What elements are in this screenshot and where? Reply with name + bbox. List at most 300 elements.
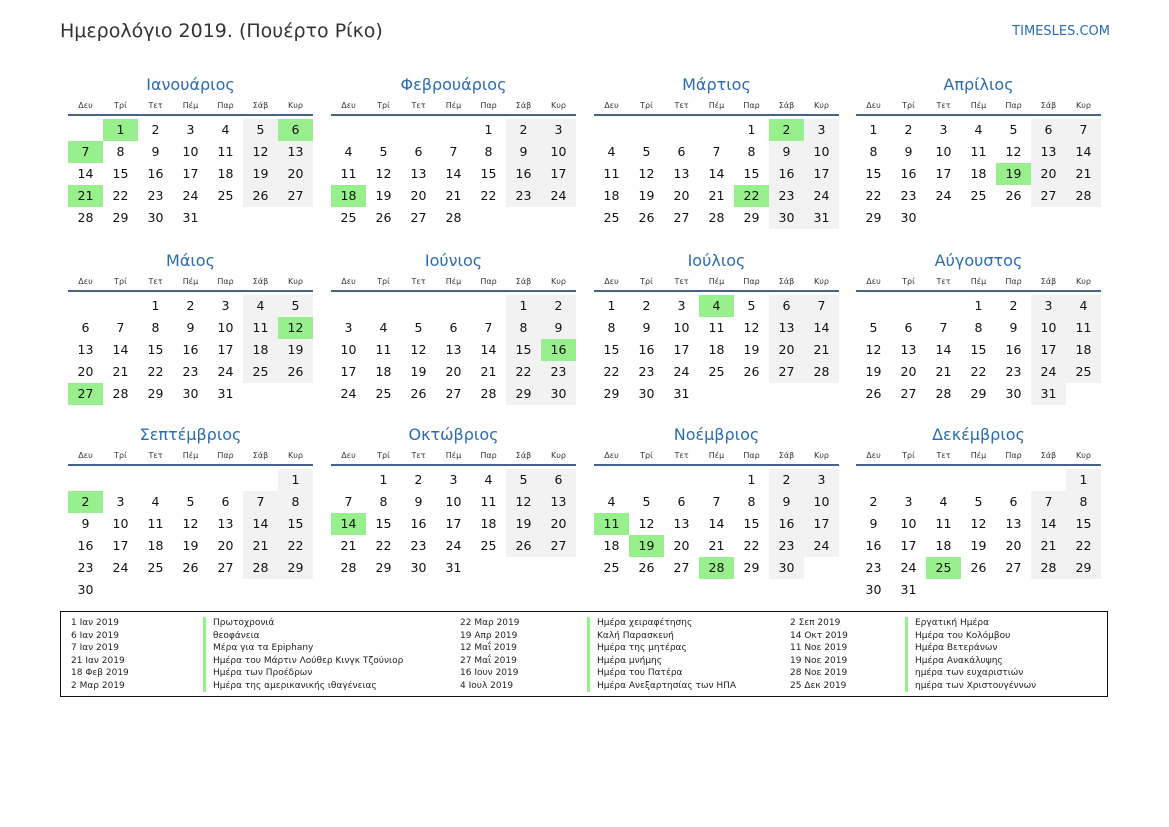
day-cell: 28 xyxy=(340,560,357,575)
legend-date: 6 Ιαν 2019 xyxy=(71,630,119,641)
empty-cell xyxy=(961,469,996,491)
weekday-label: Δευ xyxy=(78,101,93,110)
day-cell: 26 xyxy=(1005,188,1022,203)
day-cell: 14 xyxy=(935,342,952,357)
day-cell: 29 xyxy=(743,560,760,575)
empty-cell xyxy=(436,295,471,317)
weekday-label: Τρί xyxy=(114,451,127,460)
month-name: Σεπτέμβριος xyxy=(139,425,242,444)
empty-cell xyxy=(856,469,891,491)
day-cell: 18 xyxy=(243,339,278,361)
month-name: Ιούνιος xyxy=(424,251,483,270)
holiday-day: 7 xyxy=(68,141,103,163)
day-cell: 8 xyxy=(974,320,983,335)
day-cell: 1 xyxy=(747,122,756,137)
weekday-header xyxy=(856,273,1101,292)
day-cell: 8 xyxy=(379,494,388,509)
day-cell: 12 xyxy=(1005,144,1022,159)
weekday-label: Παρ xyxy=(480,101,497,110)
day-cell: 1 xyxy=(506,295,541,317)
day-cell: 20 xyxy=(217,538,234,553)
day-cell: 4 xyxy=(607,494,616,509)
day-cell: 15 xyxy=(1066,513,1101,535)
day-cell: 31 xyxy=(445,560,462,575)
day-cell: 29 xyxy=(375,560,392,575)
month-8 xyxy=(856,249,1101,405)
day-cell: 19 xyxy=(638,188,655,203)
day-cell: 6 xyxy=(677,144,686,159)
day-cell: 8 xyxy=(747,494,756,509)
legend-holiday-name: ημέρα των Χριστουγέννων xyxy=(905,680,1036,693)
day-cell: 5 xyxy=(642,144,651,159)
day-cell: 30 xyxy=(1005,386,1022,401)
day-cell: 13 xyxy=(77,342,94,357)
day-cell: 10 xyxy=(445,494,462,509)
weekday-label: Παρ xyxy=(1005,277,1022,286)
day-cell: 20 xyxy=(410,188,427,203)
day-cell: 23 xyxy=(77,560,94,575)
day-cell: 26 xyxy=(182,560,199,575)
day-cell: 25 xyxy=(243,361,278,383)
day-cell: 30 xyxy=(769,557,804,579)
weekday-label: Παρ xyxy=(217,101,234,110)
weekday-label: Τρί xyxy=(114,277,127,286)
day-cell: 21 xyxy=(708,188,725,203)
day-cell: 29 xyxy=(506,383,541,405)
empty-cell xyxy=(594,469,629,491)
day-cell: 21 xyxy=(480,364,497,379)
day-cell: 8 xyxy=(1066,491,1101,513)
day-cell: 20 xyxy=(77,364,94,379)
day-cell: 24 xyxy=(1031,361,1066,383)
day-cell: 13 xyxy=(673,166,690,181)
day-cell: 23 xyxy=(541,361,576,383)
empty-cell xyxy=(138,469,173,491)
day-cell: 8 xyxy=(278,491,313,513)
day-grid xyxy=(594,295,839,405)
day-cell: 3 xyxy=(221,298,230,313)
day-cell: 12 xyxy=(970,516,987,531)
day-cell: 11 xyxy=(375,342,392,357)
day-cell: 6 xyxy=(769,295,804,317)
day-cell: 16 xyxy=(77,538,94,553)
day-cell: 8 xyxy=(484,144,493,159)
day-cell: 29 xyxy=(1066,557,1101,579)
weekday-header xyxy=(331,273,576,292)
day-cell: 25 xyxy=(1066,361,1101,383)
day-cell: 9 xyxy=(904,144,913,159)
legend-date: 27 Μαΐ 2019 xyxy=(460,655,517,666)
weekday-label: Κυρ xyxy=(814,277,829,286)
empty-cell xyxy=(926,295,961,317)
day-cell: 30 xyxy=(182,386,199,401)
day-cell: 7 xyxy=(1031,491,1066,513)
day-cell: 5 xyxy=(243,119,278,141)
weekday-label: Δευ xyxy=(341,101,356,110)
day-cell: 11 xyxy=(970,144,987,159)
day-cell: 3 xyxy=(116,494,125,509)
day-cell: 21 xyxy=(1066,163,1101,185)
weekday-label: Πέμ xyxy=(708,451,725,460)
legend-date: 25 Δεκ 2019 xyxy=(790,680,847,691)
day-cell: 27 xyxy=(673,560,690,575)
weekday-label: Πέμ xyxy=(445,451,462,460)
month-11 xyxy=(594,423,839,579)
holiday-legend xyxy=(60,611,1108,697)
weekday-label: Σάβ xyxy=(778,277,795,286)
weekday-label: Σάβ xyxy=(778,451,795,460)
weekday-label: Δευ xyxy=(341,451,356,460)
day-cell: 27 xyxy=(1031,185,1066,207)
month-9 xyxy=(68,423,313,601)
month-10 xyxy=(331,423,576,579)
legend-date: 14 Οκτ 2019 xyxy=(790,630,848,641)
legend-holiday-name: Ημέρα Βετεράνων xyxy=(905,642,997,655)
day-cell: 26 xyxy=(410,386,427,401)
day-cell: 31 xyxy=(182,210,199,225)
day-cell: 9 xyxy=(414,494,423,509)
day-cell: 22 xyxy=(1066,535,1101,557)
empty-cell xyxy=(173,469,208,491)
day-cell: 7 xyxy=(484,320,493,335)
day-cell: 3 xyxy=(449,472,458,487)
day-cell: 7 xyxy=(1066,119,1101,141)
empty-cell xyxy=(996,469,1031,491)
legend-holiday-name: Ημέρα του Κολόμβου xyxy=(905,630,1010,643)
day-cell: 3 xyxy=(541,119,576,141)
day-grid xyxy=(331,119,576,229)
weekday-label: Παρ xyxy=(480,277,497,286)
weekday-label: Πέμ xyxy=(445,101,462,110)
day-cell: 21 xyxy=(804,339,839,361)
weekday-label: Κυρ xyxy=(288,451,303,460)
month-name: Μάιος xyxy=(166,251,215,270)
day-cell: 19 xyxy=(743,342,760,357)
weekday-label: Δευ xyxy=(78,451,93,460)
day-cell: 19 xyxy=(375,188,392,203)
day-cell: 28 xyxy=(708,210,725,225)
weekday-header xyxy=(68,273,313,292)
day-cell: 24 xyxy=(340,386,357,401)
day-cell: 13 xyxy=(673,516,690,531)
day-cell: 11 xyxy=(147,516,164,531)
day-cell: 25 xyxy=(480,538,497,553)
holiday-day: 1 xyxy=(103,119,138,141)
day-cell: 22 xyxy=(970,364,987,379)
day-cell: 16 xyxy=(506,163,541,185)
day-cell: 28 xyxy=(112,386,129,401)
day-cell: 13 xyxy=(1005,516,1022,531)
day-cell: 12 xyxy=(375,166,392,181)
day-cell: 23 xyxy=(638,364,655,379)
day-grid xyxy=(331,295,576,405)
month-4 xyxy=(856,73,1101,229)
empty-cell xyxy=(629,119,664,141)
day-cell: 9 xyxy=(642,320,651,335)
month-name: Αύγουστος xyxy=(934,251,1023,270)
day-cell: 20 xyxy=(673,538,690,553)
day-cell: 16 xyxy=(769,163,804,185)
day-cell: 13 xyxy=(769,317,804,339)
day-cell: 12 xyxy=(638,166,655,181)
day-cell: 7 xyxy=(939,320,948,335)
day-cell: 31 xyxy=(673,386,690,401)
day-cell: 12 xyxy=(743,320,760,335)
day-cell: 30 xyxy=(638,386,655,401)
day-cell: 25 xyxy=(603,210,620,225)
weekday-label: Δευ xyxy=(866,451,881,460)
day-cell: 10 xyxy=(182,144,199,159)
empty-cell xyxy=(856,295,891,317)
day-cell: 25 xyxy=(217,188,234,203)
weekday-label: Τρί xyxy=(377,451,390,460)
weekday-label: Σάβ xyxy=(1040,101,1057,110)
day-cell: 22 xyxy=(375,538,392,553)
holiday-day: 18 xyxy=(331,185,366,207)
holiday-day: 28 xyxy=(699,557,734,579)
day-cell: 24 xyxy=(673,364,690,379)
weekday-label: Κυρ xyxy=(1076,277,1091,286)
weekday-label: Σάβ xyxy=(515,451,532,460)
day-cell: 24 xyxy=(541,185,576,207)
day-cell: 25 xyxy=(340,210,357,225)
day-cell: 2 xyxy=(186,298,195,313)
day-cell: 2 xyxy=(541,295,576,317)
holiday-day: 25 xyxy=(926,557,961,579)
weekday-label: Τετ xyxy=(936,277,951,286)
empty-cell xyxy=(699,469,734,491)
holiday-day: 27 xyxy=(68,383,103,405)
day-cell: 17 xyxy=(112,538,129,553)
weekday-label: Τετ xyxy=(148,277,163,286)
day-cell: 30 xyxy=(900,210,917,225)
empty-cell xyxy=(891,469,926,491)
day-cell: 16 xyxy=(1005,342,1022,357)
day-cell: 1 xyxy=(151,298,160,313)
weekday-label: Τρί xyxy=(902,277,915,286)
day-cell: 17 xyxy=(673,342,690,357)
holiday-day: 4 xyxy=(699,295,734,317)
day-cell: 7 xyxy=(116,320,125,335)
day-cell: 16 xyxy=(865,538,882,553)
weekday-label: Τρί xyxy=(640,101,653,110)
legend-holiday-name: Καλή Παρασκευή xyxy=(587,630,674,643)
day-cell: 12 xyxy=(182,516,199,531)
day-cell: 21 xyxy=(340,538,357,553)
day-cell: 2 xyxy=(151,122,160,137)
day-cell: 29 xyxy=(112,210,129,225)
day-cell: 27 xyxy=(673,210,690,225)
day-cell: 23 xyxy=(147,188,164,203)
day-cell: 13 xyxy=(445,342,462,357)
day-cell: 4 xyxy=(243,295,278,317)
day-cell: 28 xyxy=(445,210,462,225)
legend-date: 19 Απρ 2019 xyxy=(460,630,518,641)
day-grid xyxy=(68,295,313,405)
weekday-label: Παρ xyxy=(217,277,234,286)
day-cell: 9 xyxy=(769,491,804,513)
day-cell: 14 xyxy=(804,317,839,339)
holiday-day: 16 xyxy=(541,339,576,361)
day-cell: 20 xyxy=(673,188,690,203)
day-cell: 26 xyxy=(638,210,655,225)
day-cell: 17 xyxy=(340,364,357,379)
empty-cell xyxy=(103,295,138,317)
empty-cell xyxy=(331,295,366,317)
month-1 xyxy=(68,73,313,229)
weekday-header xyxy=(594,97,839,116)
site-link[interactable]: TIMESLES.COM xyxy=(1012,24,1110,39)
day-cell: 29 xyxy=(147,386,164,401)
day-cell: 12 xyxy=(243,141,278,163)
legend-holiday-name: Μέρα για τα Epiphany xyxy=(203,642,313,655)
weekday-label: Δευ xyxy=(78,277,93,286)
day-cell: 14 xyxy=(708,516,725,531)
day-cell: 20 xyxy=(445,364,462,379)
day-cell: 29 xyxy=(603,386,620,401)
day-cell: 22 xyxy=(278,535,313,557)
holiday-day: 14 xyxy=(331,513,366,535)
day-cell: 4 xyxy=(484,472,493,487)
day-cell: 21 xyxy=(112,364,129,379)
day-cell: 3 xyxy=(804,469,839,491)
legend-date: 2 Σεπ 2019 xyxy=(790,618,841,628)
day-cell: 13 xyxy=(410,166,427,181)
empty-cell xyxy=(208,469,243,491)
weekday-label: Τετ xyxy=(674,277,689,286)
legend-holiday-name: Ημέρα της αμερικανικής ιθαγένειας xyxy=(203,680,377,693)
day-cell: 19 xyxy=(182,538,199,553)
day-cell: 3 xyxy=(1031,295,1066,317)
day-cell: 22 xyxy=(480,188,497,203)
day-cell: 2 xyxy=(1009,298,1018,313)
weekday-label: Πέμ xyxy=(970,277,987,286)
day-cell: 2 xyxy=(769,469,804,491)
day-cell: 13 xyxy=(900,342,917,357)
day-cell: 28 xyxy=(77,210,94,225)
day-cell: 22 xyxy=(743,538,760,553)
month-name: Φεβρουάριος xyxy=(400,75,507,94)
day-cell: 24 xyxy=(900,560,917,575)
day-grid xyxy=(331,469,576,579)
empty-cell xyxy=(331,119,366,141)
legend-holiday-name: Ημέρα μνήμης xyxy=(587,655,662,668)
day-cell: 23 xyxy=(182,364,199,379)
day-cell: 5 xyxy=(278,295,313,317)
legend-holiday-name: Ημέρα Ανεξαρτησίας των ΗΠΑ xyxy=(587,680,736,693)
weekday-label: Σάβ xyxy=(515,101,532,110)
day-cell: 24 xyxy=(445,538,462,553)
day-cell: 18 xyxy=(708,342,725,357)
empty-cell xyxy=(471,295,506,317)
weekday-label: Κυρ xyxy=(814,451,829,460)
day-cell: 4 xyxy=(151,494,160,509)
weekday-label: Κυρ xyxy=(551,101,566,110)
legend-holiday-name: Εργατική Ημέρα xyxy=(905,617,989,630)
day-cell: 16 xyxy=(147,166,164,181)
empty-cell xyxy=(891,295,926,317)
day-cell: 5 xyxy=(186,494,195,509)
weekday-label: Κυρ xyxy=(551,451,566,460)
day-cell: 22 xyxy=(603,364,620,379)
day-cell: 16 xyxy=(638,342,655,357)
weekday-label: Τετ xyxy=(674,101,689,110)
day-cell: 15 xyxy=(603,342,620,357)
day-cell: 1 xyxy=(278,469,313,491)
day-cell: 25 xyxy=(375,386,392,401)
day-cell: 2 xyxy=(904,122,913,137)
holiday-day: 21 xyxy=(68,185,103,207)
day-cell: 15 xyxy=(743,516,760,531)
weekday-label: Τρί xyxy=(377,101,390,110)
day-cell: 14 xyxy=(77,166,94,181)
legend-holiday-name: Ημέρα χειραφέτησης xyxy=(587,617,692,630)
day-cell: 15 xyxy=(375,516,392,531)
weekday-label: Κυρ xyxy=(288,277,303,286)
day-cell: 15 xyxy=(147,342,164,357)
day-cell: 9 xyxy=(186,320,195,335)
weekday-label: Παρ xyxy=(1005,101,1022,110)
day-cell: 4 xyxy=(974,122,983,137)
day-cell: 6 xyxy=(541,469,576,491)
day-cell: 9 xyxy=(541,317,576,339)
day-cell: 14 xyxy=(1031,513,1066,535)
day-cell: 13 xyxy=(1031,141,1066,163)
day-cell: 30 xyxy=(865,582,882,597)
day-cell: 8 xyxy=(506,317,541,339)
day-cell: 2 xyxy=(642,298,651,313)
weekday-header xyxy=(331,97,576,116)
day-cell: 16 xyxy=(900,166,917,181)
day-cell: 6 xyxy=(904,320,913,335)
empty-cell xyxy=(331,469,366,491)
day-cell: 3 xyxy=(677,298,686,313)
weekday-label: Κυρ xyxy=(1076,451,1091,460)
day-cell: 13 xyxy=(541,491,576,513)
day-cell: 22 xyxy=(112,188,129,203)
weekday-label: Παρ xyxy=(743,451,760,460)
day-cell: 6 xyxy=(677,494,686,509)
legend-date: 7 Ιαν 2019 xyxy=(71,643,119,653)
weekday-label: Τρί xyxy=(640,451,653,460)
day-cell: 18 xyxy=(1066,339,1101,361)
day-cell: 30 xyxy=(147,210,164,225)
day-cell: 12 xyxy=(638,516,655,531)
month-name: Ιούλιος xyxy=(687,251,746,270)
holiday-day: 22 xyxy=(734,185,769,207)
weekday-label: Σάβ xyxy=(252,101,269,110)
day-cell: 4 xyxy=(939,494,948,509)
empty-cell xyxy=(68,295,103,317)
weekday-header xyxy=(856,97,1101,116)
day-cell: 1 xyxy=(379,472,388,487)
day-cell: 12 xyxy=(410,342,427,357)
day-cell: 30 xyxy=(410,560,427,575)
empty-cell xyxy=(436,119,471,141)
weekday-label: Τετ xyxy=(148,101,163,110)
legend-date: 2 Μαρ 2019 xyxy=(71,680,125,691)
day-cell: 19 xyxy=(506,513,541,535)
weekday-label: Κυρ xyxy=(551,277,566,286)
day-cell: 4 xyxy=(607,144,616,159)
day-cell: 24 xyxy=(804,185,839,207)
legend-date: 12 Μαΐ 2019 xyxy=(460,643,517,653)
day-cell: 4 xyxy=(344,144,353,159)
holiday-day: 12 xyxy=(278,317,313,339)
legend-holiday-name: ημέρα των ευχαριστιών xyxy=(905,667,1023,680)
day-cell: 10 xyxy=(112,516,129,531)
month-name: Μάρτιος xyxy=(682,75,751,94)
